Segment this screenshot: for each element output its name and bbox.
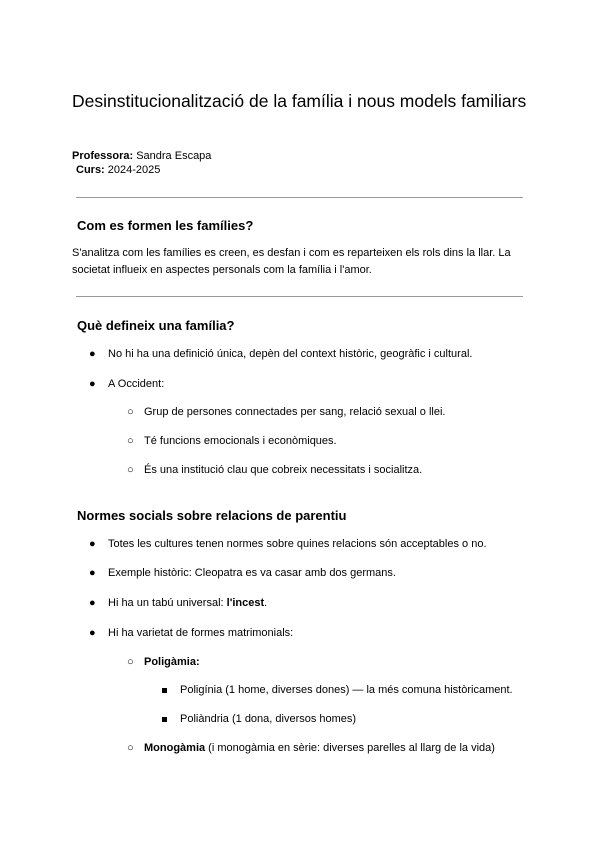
list-item: Hi ha varietat de formes matrimonials: (108, 627, 294, 639)
divider (76, 197, 523, 198)
bullet-circle: ○ (127, 742, 134, 754)
bullet-disc: ● (89, 567, 96, 579)
list-subsubitem: Poliàndria (1 dona, diversos homes) (180, 713, 357, 725)
bullet-disc: ● (89, 538, 96, 550)
list-item: Totes les cultures tenen normes sobre quines relacions són acceptables o no. (108, 538, 487, 550)
list-item-taboo (108, 596, 267, 610)
section-paragraph-formation: S'analitza com les famílies es creen, es desfan i com es reparteixen els rols dins la llar. La societat influeix en aspectes personals com la família i l'amor. (72, 247, 511, 276)
list-subitem: Grup de persones connectades per sang, relació sexual o llei. (144, 406, 446, 418)
list-subitem: És una institució clau que cobreix necessitats i socialitza. (144, 464, 423, 476)
list-item: No hi ha una definició única, depèn del context històric, geogràfic i cultural. (108, 348, 473, 360)
monogamy-term: Monogàmia (144, 742, 206, 754)
course-value: 2024-2025 (107, 164, 161, 176)
section-heading-definition: Què defineix una família? (77, 318, 235, 333)
list-subsubitem: Poligínia (1 home, diverses dones) — la més comuna històricament. (180, 684, 513, 696)
teacher-label: Professora: (72, 150, 134, 162)
list-subitem-monogamy (144, 741, 495, 755)
bullet-square (162, 688, 167, 693)
list-subitem: Té funcions emocionals i econòmiques. (144, 435, 337, 447)
list-item: A Occident: (108, 378, 165, 390)
bullet-disc: ● (89, 627, 96, 639)
monogamy-note: (i monogàmia en sèrie: diverses parelles al llarg de la vida) (205, 742, 495, 754)
section-heading-kinship: Normes socials sobre relacions de parentiu (77, 508, 347, 523)
bullet-circle: ○ (127, 406, 134, 418)
bullet-square (162, 717, 167, 722)
taboo-prefix: Hi ha un tabú universal: (108, 597, 227, 609)
teacher-line (72, 149, 211, 163)
bullet-disc: ● (89, 348, 96, 360)
course-line (76, 163, 160, 177)
bullet-circle: ○ (127, 656, 134, 668)
bullet-disc: ● (89, 378, 96, 390)
section-heading-formation: Com es formen les famílies? (77, 218, 254, 233)
bullet-disc: ● (89, 597, 96, 609)
list-item: Exemple històric: Cleopatra es va casar amb dos germans. (108, 567, 396, 579)
bullet-circle: ○ (127, 435, 134, 447)
bullet-circle: ○ (127, 464, 134, 476)
taboo-term: l'incest (226, 597, 265, 609)
list-subitem-polygamy: Poligàmia: (144, 656, 200, 668)
taboo-suffix: . (264, 597, 268, 609)
document-title: Desinstitucionalització de la família i nous models familiars (72, 91, 527, 111)
course-label: Curs: (76, 164, 105, 176)
divider (76, 296, 523, 297)
teacher-name: Sandra Escapa (136, 150, 212, 162)
